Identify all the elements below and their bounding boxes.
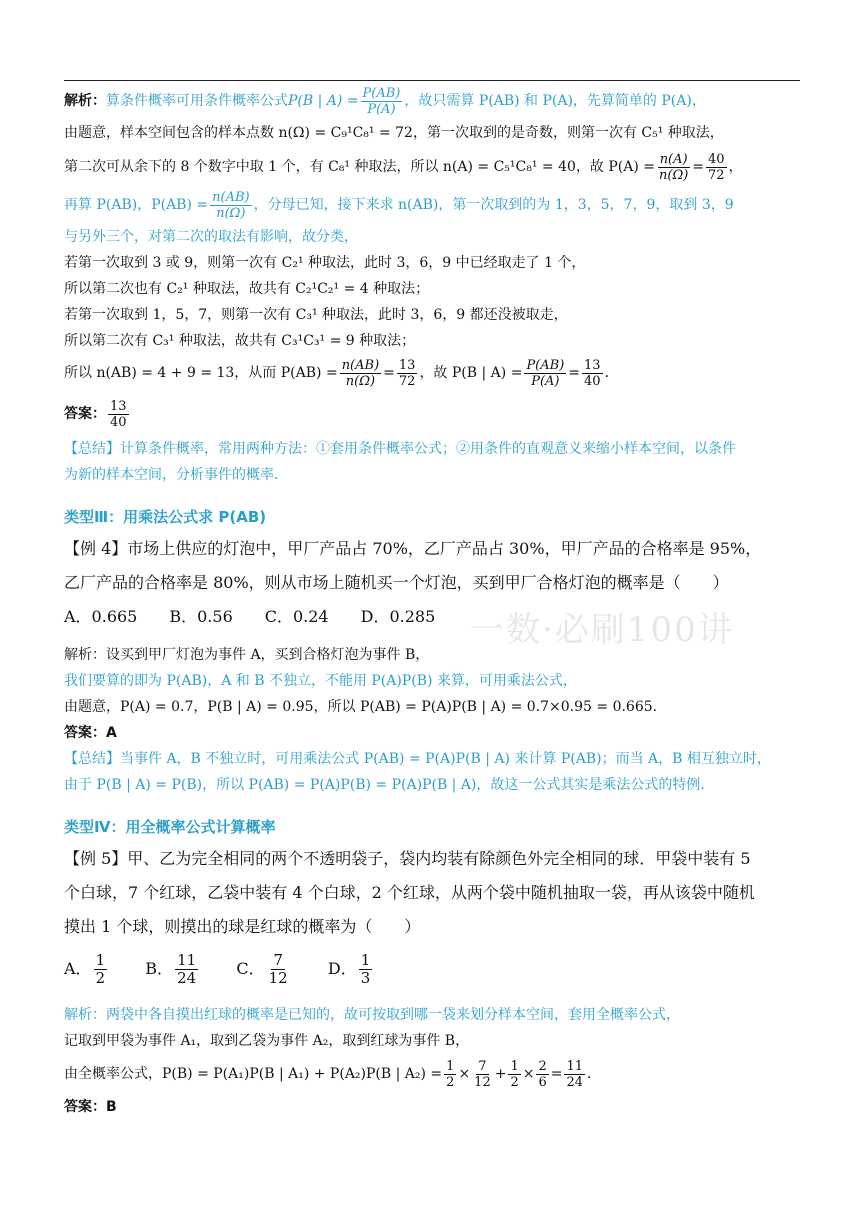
solution-line: 若第一次取到 1，5，7，则第一次有 C₃¹ 种取法，此时 3，6，9 都还没被取走， xyxy=(64,307,568,323)
header-rule xyxy=(64,80,800,81)
fraction: $\frac{1}{2}$ xyxy=(510,1058,519,1090)
answer-options: A． $\frac{1}{2}$ B． $\frac{11}{24}$ C． $\frac{7}{12}$ D． $\frac{1}{3}$ xyxy=(64,951,371,987)
fraction: $\frac{11}{24}$ xyxy=(177,951,197,987)
example-text: 【例 5】甲、乙为完全相同的两个不透明袋子，袋内均装有除颜色外完全相同的球．甲袋中装有 5 xyxy=(64,849,751,868)
fraction: $\frac{13}{72}$ xyxy=(398,357,416,389)
solution-line: 所以第二次也有 C₂¹ 种取法，故共有 C₂¹C₂¹ = 4 种取法； xyxy=(64,281,430,297)
fraction: $\frac{n(AB)}{n(\Omega)}$ xyxy=(212,189,250,221)
fraction: $\frac{1}{3}$ xyxy=(360,951,371,987)
fraction: $\frac{n(A)}{n(\Omega)}$ xyxy=(659,151,689,183)
solution-line: 我们要算的即为 P(AB)，A 和 B 不独立，不能用 P(A)P(B) 来算，可用乘法公式， xyxy=(64,673,577,689)
example-text: 【例 4】市场上供应的灯泡中，甲厂产品占 70%，乙厂产品占 30%，甲厂产品的合格率是 95%， xyxy=(64,539,762,558)
page-content xyxy=(64,84,804,1120)
fraction: $\frac{7}{12}$ xyxy=(474,1058,491,1090)
solution-label: 解析： xyxy=(64,93,106,109)
solution-line: 第二次可从余下的 8 个数字中取 1 个，有 C₈¹ 种取法，所以 n(A) = C₅¹C₈¹ = 40，故 P(A) = $\frac{n(A)}{n(\Omega)}$ = $\frac{40}{72}$ ， xyxy=(64,151,743,183)
fraction: $\frac{40}{72}$ xyxy=(708,151,725,183)
answer-line: 答案：B xyxy=(64,1099,117,1115)
solution-line: 由题意，样本空间包含的样本点数 n(Ω) = C₉¹C₈¹ = 72，第一次取到的是奇数，则第一次有 C₅¹ 种取法， xyxy=(64,125,724,141)
section-heading: 类型Ⅲ：用乘法公式求 P(AB) xyxy=(64,508,267,526)
summary-line: 【总结】当事件 A，B 不独立时，可用乘法公式 P(AB) = P(A)P(B | A) 来计算 P(AB)；而当 A，B 相互独立时， xyxy=(64,751,771,767)
solution-line: 记取到甲袋为事件 A₁，取到乙袋为事件 A₂，取到红球为事件 B， xyxy=(64,1033,470,1049)
answer-options: A．0.665 B．0.56 C．0.24 D．0.285 xyxy=(64,607,436,626)
fraction: $\frac{1}{2}$ xyxy=(446,1058,455,1090)
example-text: 乙厂产品的合格率是 80%，则从市场上随机买一个灯泡，买到甲厂合格灯泡的概率是（ ） xyxy=(64,573,729,592)
fraction: $\frac{13}{40}$ xyxy=(584,357,601,389)
fraction: $\frac{13}{40}$ xyxy=(110,398,127,430)
example-text: 摸出 1 个球，则摸出的球是红球的概率为（ ） xyxy=(64,917,421,936)
fraction: $\frac{11}{24}$ xyxy=(566,1058,584,1090)
answer-line: 答案：A xyxy=(64,725,117,741)
solution-line: 所以第二次有 C₃¹ 种取法，故共有 C₃¹C₃¹ = 9 种取法； xyxy=(64,333,416,349)
solution-line: 由题意，P(A) = 0.7，P(B | A) = 0.95，所以 P(AB) = P(A)P(B | A) = 0.7×0.95 = 0.665． xyxy=(64,699,667,715)
fraction: $\frac{1}{2}$ xyxy=(95,951,106,987)
solution-line: 由全概率公式，P(B) = P(A₁)P(B | A₁) + P(A₂)P(B | A₂) = $\frac{1}{2}$ × $\frac{7}{12}$ + $\frac{1}{2}$ × $\frac{2}{6}$ = $\frac{11}{24}$ ． xyxy=(64,1058,602,1090)
section-heading: 类型Ⅳ：用全概率公式计算概率 xyxy=(64,818,276,836)
answer-line: 答案： $\frac{13}{40}$ xyxy=(64,398,127,430)
example-text: 个白球，7 个红球，乙袋中装有 4 个白球，2 个红球，从两个袋中随机抽取一袋，再从该袋中随机 xyxy=(64,883,755,902)
fraction: $\frac{P(AB)}{P(A)}$ xyxy=(362,85,401,117)
fraction: $\frac{n(AB)}{n(\Omega)}$ xyxy=(341,357,380,389)
solution-line: 解析：设买到甲厂灯泡为事件 A，买到合格灯泡为事件 B， xyxy=(64,647,430,663)
fraction: $\frac{7}{12}$ xyxy=(268,951,288,987)
solution-line: 解析：两袋中各自摸出红球的概率是已知的，故可按取到哪一袋来划分样本空间，套用全概率公式， xyxy=(64,1007,680,1023)
fraction: $\frac{2}{6}$ xyxy=(538,1058,547,1090)
summary-line: 由于 P(B | A) = P(B)，所以 P(AB) = P(A)P(B) = P(A)P(B | A)，故这一公式其实是乘法公式的特例． xyxy=(64,777,715,793)
solution-line: 解析：算条件概率可用条件概率公式P(B | A) = $\frac{P(AB)}{P(A)}$ ，故只需算 P(AB) 和 P(A)，先算简单的 P(A)， xyxy=(64,85,706,117)
summary-line: 为新的样本空间，分析事件的概率． xyxy=(64,467,288,483)
summary-line: 【总结】计算条件概率，常用两种方法：①套用条件概率公式；②用条件的直观意义来缩小样本空间，以条件 xyxy=(64,441,736,457)
solution-line: 与另外三个，对第二次的取法有影响，故分类， xyxy=(64,229,358,245)
solution-line: 所以 n(AB) = 4 + 9 = 13，从而 P(AB) = $\frac{n(AB)}{n(\Omega)}$ = $\frac{13}{72}$ ，故 P(B | A) = $\frac{P(AB)}{P(A)}$ = $\frac{13}{40}$ ． xyxy=(64,357,619,389)
solution-line: 再算 P(AB)，P(AB) = $\frac{n(AB)}{n(\Omega)}$ ，分母已知，接下来求 n(AB)，第一次取到的为 1，3，5，7，9，取到 3，9 xyxy=(64,189,734,221)
solution-line: 若第一次取到 3 或 9，则第一次有 C₂¹ 种取法，此时 3，6，9 中已经取走了 1 个， xyxy=(64,255,586,271)
fraction: $\frac{P(AB)}{P(A)}$ xyxy=(526,357,565,389)
watermark-text: 一数·必刷100讲 xyxy=(470,610,734,650)
